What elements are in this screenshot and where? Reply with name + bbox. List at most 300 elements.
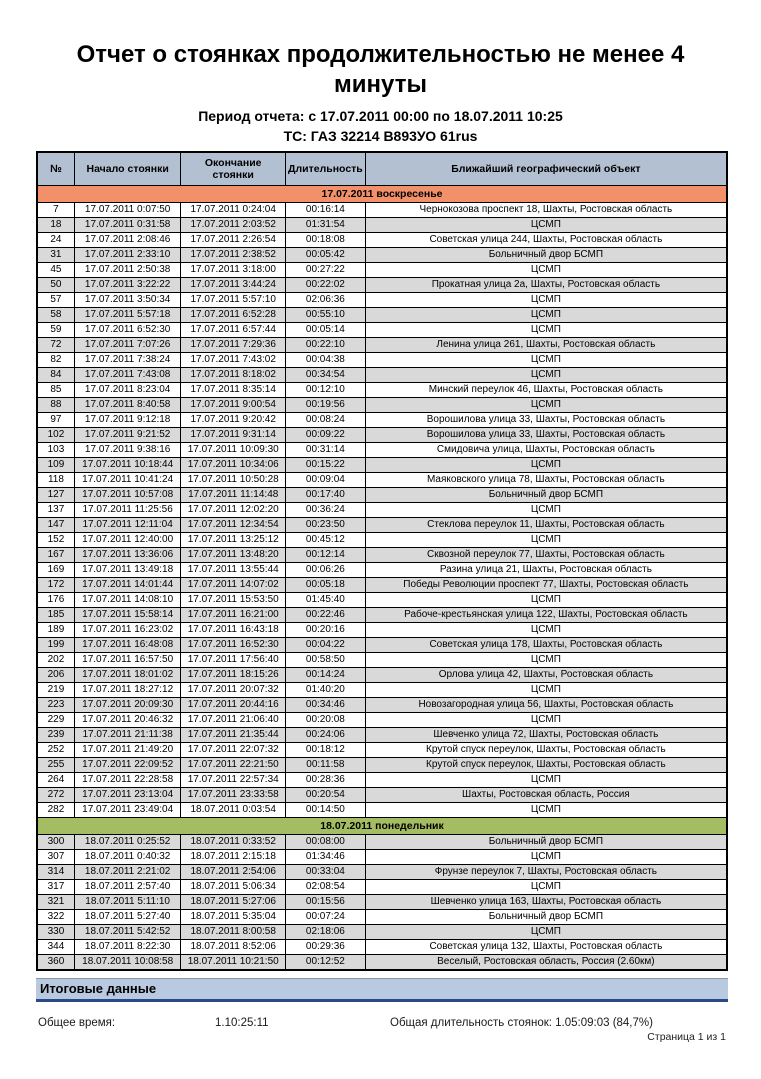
day-section-row	[37, 818, 727, 835]
cell: Ленина улица 261, Шахты, Ростовская область	[365, 338, 727, 353]
cell: 17.07.2011 6:52:30	[74, 323, 181, 338]
cell: 176	[37, 593, 74, 608]
cell: 00:04:22	[285, 638, 365, 653]
cell: 17.07.2011 16:43:18	[181, 623, 286, 638]
cell: 00:05:14	[285, 323, 365, 338]
cell: Орлова улица 42, Шахты, Ростовская область	[365, 668, 727, 683]
cell: 85	[37, 383, 74, 398]
cell: 17.07.2011 21:35:44	[181, 728, 286, 743]
cell: Победы Революции проспект 77, Шахты, Ростовская область	[365, 578, 727, 593]
column-header: Длительность	[285, 152, 365, 186]
cell: 02:18:06	[285, 925, 365, 940]
table-row	[37, 563, 727, 578]
table-row	[37, 263, 727, 278]
cell: 17.07.2011 8:35:14	[181, 383, 286, 398]
table-row	[37, 850, 727, 865]
cell: 00:15:22	[285, 458, 365, 473]
table-row	[37, 940, 727, 955]
cell: 18.07.2011 5:27:06	[181, 895, 286, 910]
table-header-row	[37, 152, 727, 186]
cell: 17.07.2011 7:29:36	[181, 338, 286, 353]
table-row	[37, 338, 727, 353]
cell: 00:18:08	[285, 233, 365, 248]
table-row	[37, 623, 727, 638]
cell: 17.07.2011 13:55:44	[181, 563, 286, 578]
cell: 17.07.2011 12:40:00	[74, 533, 181, 548]
cell: 185	[37, 608, 74, 623]
cell: 00:22:46	[285, 608, 365, 623]
cell: 255	[37, 758, 74, 773]
table-row	[37, 458, 727, 473]
cell: 00:16:14	[285, 203, 365, 218]
cell: ЦСМП	[365, 850, 727, 865]
cell: 00:33:04	[285, 865, 365, 880]
page-number: Страница 1 из 1	[647, 1031, 726, 1043]
table-row	[37, 353, 727, 368]
cell: 17.07.2011 10:41:24	[74, 473, 181, 488]
table-row	[37, 743, 727, 758]
cell: ЦСМП	[365, 880, 727, 895]
cell: 169	[37, 563, 74, 578]
cell: 152	[37, 533, 74, 548]
cell: Советская улица 244, Шахты, Ростовская область	[365, 233, 727, 248]
table-row	[37, 578, 727, 593]
cell: 17.07.2011 22:28:58	[74, 773, 181, 788]
cell: 17.07.2011 2:33:10	[74, 248, 181, 263]
cell: 17.07.2011 13:48:20	[181, 548, 286, 563]
cell: 17.07.2011 7:38:24	[74, 353, 181, 368]
cell: 31	[37, 248, 74, 263]
totals-line	[38, 1017, 761, 1029]
cell: 17.07.2011 3:50:34	[74, 293, 181, 308]
cell: ЦСМП	[365, 593, 727, 608]
cell: 17.07.2011 15:53:50	[181, 593, 286, 608]
cell: 18.07.2011 8:22:30	[74, 940, 181, 955]
cell: 18.07.2011 2:21:02	[74, 865, 181, 880]
cell: 17.07.2011 5:57:18	[74, 308, 181, 323]
cell: Стеклова переулок 11, Шахты, Ростовская область	[365, 518, 727, 533]
table-row	[37, 398, 727, 413]
cell: 97	[37, 413, 74, 428]
cell: 00:58:50	[285, 653, 365, 668]
cell: 17.07.2011 9:31:14	[181, 428, 286, 443]
cell: ЦСМП	[365, 308, 727, 323]
cell: 18.07.2011 5:42:52	[74, 925, 181, 940]
cell: 00:15:56	[285, 895, 365, 910]
cell: 17.07.2011 16:48:08	[74, 638, 181, 653]
cell: Ворошилова улица 33, Шахты, Ростовская область	[365, 413, 727, 428]
cell: 17.07.2011 21:11:38	[74, 728, 181, 743]
cell: ЦСМП	[365, 503, 727, 518]
cell: 00:08:00	[285, 835, 365, 850]
cell: 17.07.2011 12:02:20	[181, 503, 286, 518]
table-row	[37, 518, 727, 533]
cell: Маяковского улица 78, Шахты, Ростовская область	[365, 473, 727, 488]
cell: Больничный двор БСМП	[365, 835, 727, 850]
cell: 17.07.2011 2:08:46	[74, 233, 181, 248]
table-row	[37, 638, 727, 653]
cell: 307	[37, 850, 74, 865]
cell: 109	[37, 458, 74, 473]
cell: 252	[37, 743, 74, 758]
cell: 17.07.2011 21:06:40	[181, 713, 286, 728]
cell: 147	[37, 518, 74, 533]
cell: 17.07.2011 18:15:26	[181, 668, 286, 683]
table-row	[37, 593, 727, 608]
cell: 17.07.2011 9:20:42	[181, 413, 286, 428]
table-row	[37, 683, 727, 698]
cell: Рабоче-крестьянская улица 122, Шахты, Ростовская область	[365, 608, 727, 623]
cell: Ворошилова улица 33, Шахты, Ростовская область	[365, 428, 727, 443]
cell: Сквозной переулок 77, Шахты, Ростовская область	[365, 548, 727, 563]
cell: 103	[37, 443, 74, 458]
cell: ЦСМП	[365, 293, 727, 308]
cell: 00:09:04	[285, 473, 365, 488]
cell: 00:22:02	[285, 278, 365, 293]
table-row	[37, 803, 727, 818]
cell: 00:22:10	[285, 338, 365, 353]
cell: 01:34:46	[285, 850, 365, 865]
cell: ЦСМП	[365, 263, 727, 278]
cell: 17.07.2011 6:52:28	[181, 308, 286, 323]
cell: 18.07.2011 0:40:32	[74, 850, 181, 865]
cell: 17.07.2011 8:40:58	[74, 398, 181, 413]
cell: 202	[37, 653, 74, 668]
cell: 17.07.2011 2:03:52	[181, 218, 286, 233]
table-row	[37, 835, 727, 850]
cell: ЦСМП	[365, 323, 727, 338]
cell: 50	[37, 278, 74, 293]
cell: 17.07.2011 7:43:02	[181, 353, 286, 368]
cell: 17.07.2011 9:21:52	[74, 428, 181, 443]
cell: 17.07.2011 23:49:04	[74, 803, 181, 818]
table-row	[37, 413, 727, 428]
cell: 17.07.2011 6:57:44	[181, 323, 286, 338]
cell: Смидовича улица, Шахты, Ростовская область	[365, 443, 727, 458]
cell: 264	[37, 773, 74, 788]
cell: 17.07.2011 23:33:58	[181, 788, 286, 803]
cell: 17.07.2011 9:00:54	[181, 398, 286, 413]
cell: 59	[37, 323, 74, 338]
table-row	[37, 533, 727, 548]
cell: 223	[37, 698, 74, 713]
cell: 45	[37, 263, 74, 278]
cell: Больничный двор БСМП	[365, 910, 727, 925]
cell: 00:08:24	[285, 413, 365, 428]
cell: 17.07.2011 7:43:08	[74, 368, 181, 383]
cell: 00:45:12	[285, 533, 365, 548]
cell: 360	[37, 955, 74, 971]
table-row	[37, 895, 727, 910]
table-row	[37, 728, 727, 743]
cell: 17.07.2011 9:38:16	[74, 443, 181, 458]
cell: 18.07.2011 5:27:40	[74, 910, 181, 925]
cell: 300	[37, 835, 74, 850]
cell: 17.07.2011 20:44:16	[181, 698, 286, 713]
cell: 17.07.2011 7:07:26	[74, 338, 181, 353]
cell: 17.07.2011 10:57:08	[74, 488, 181, 503]
cell: Шахты, Ростовская область, Россия	[365, 788, 727, 803]
cell: 282	[37, 803, 74, 818]
stops-table	[36, 151, 728, 971]
cell: 00:20:08	[285, 713, 365, 728]
cell: 01:45:40	[285, 593, 365, 608]
table-row	[37, 925, 727, 940]
cell: 199	[37, 638, 74, 653]
cell: 17.07.2011 3:44:24	[181, 278, 286, 293]
cell: 24	[37, 233, 74, 248]
cell: Крутой спуск переулок, Шахты, Ростовская область	[365, 743, 727, 758]
table-row	[37, 323, 727, 338]
cell: 18.07.2011 5:11:10	[74, 895, 181, 910]
table-row	[37, 758, 727, 773]
cell: 01:31:54	[285, 218, 365, 233]
cell: 17.07.2011 20:09:30	[74, 698, 181, 713]
cell: Минский переулок 46, Шахты, Ростовская область	[365, 383, 727, 398]
cell: 00:24:06	[285, 728, 365, 743]
cell: ЦСМП	[365, 773, 727, 788]
table-row	[37, 443, 727, 458]
cell: 72	[37, 338, 74, 353]
cell: 317	[37, 880, 74, 895]
table-row	[37, 278, 727, 293]
cell: Больничный двор БСМП	[365, 488, 727, 503]
cell: 17.07.2011 22:07:32	[181, 743, 286, 758]
cell: 00:11:58	[285, 758, 365, 773]
cell: 18.07.2011 2:15:18	[181, 850, 286, 865]
cell: 00:23:50	[285, 518, 365, 533]
cell: 00:09:22	[285, 428, 365, 443]
cell: 57	[37, 293, 74, 308]
cell: Советская улица 132, Шахты, Ростовская область	[365, 940, 727, 955]
table-row	[37, 880, 727, 895]
cell: 127	[37, 488, 74, 503]
cell: Больничный двор БСМП	[365, 248, 727, 263]
cell: 00:28:36	[285, 773, 365, 788]
cell: 17.07.2011 10:50:28	[181, 473, 286, 488]
cell: 01:40:20	[285, 683, 365, 698]
cell: 17.07.2011 2:38:52	[181, 248, 286, 263]
cell: 00:05:18	[285, 578, 365, 593]
cell: 17.07.2011 9:12:18	[74, 413, 181, 428]
cell: 17.07.2011 16:57:50	[74, 653, 181, 668]
cell: 00:34:46	[285, 698, 365, 713]
cell: 18.07.2011 5:06:34	[181, 880, 286, 895]
cell: Советская улица 178, Шахты, Ростовская область	[365, 638, 727, 653]
cell: 17.07.2011 20:46:32	[74, 713, 181, 728]
day-section-label: 17.07.2011 воскресенье	[37, 186, 727, 203]
cell: ЦСМП	[365, 683, 727, 698]
cell: 00:14:24	[285, 668, 365, 683]
cell: 58	[37, 308, 74, 323]
cell: ЦСМП	[365, 398, 727, 413]
cell: 17.07.2011 16:21:00	[181, 608, 286, 623]
cell: 17.07.2011 12:11:04	[74, 518, 181, 533]
cell: 18.07.2011 10:08:58	[74, 955, 181, 971]
cell: 102	[37, 428, 74, 443]
cell: 17.07.2011 0:31:58	[74, 218, 181, 233]
table-row	[37, 910, 727, 925]
cell: Чернокозова проспект 18, Шахты, Ростовская область	[365, 203, 727, 218]
cell: 00:34:54	[285, 368, 365, 383]
cell: 272	[37, 788, 74, 803]
cell: 17.07.2011 10:09:30	[181, 443, 286, 458]
column-header: Начало стоянки	[74, 152, 181, 186]
cell: 88	[37, 398, 74, 413]
report-vehicle: ТС: ГАЗ 32214 В893УО 61rus	[283, 128, 478, 144]
table-row	[37, 668, 727, 683]
table-row	[37, 773, 727, 788]
cell: 17.07.2011 2:26:54	[181, 233, 286, 248]
cell: 18.07.2011 10:21:50	[181, 955, 286, 971]
table-row	[37, 203, 727, 218]
cell: 00:29:36	[285, 940, 365, 955]
column-header: Ближайший географический объект	[365, 152, 727, 186]
cell: Новозагородная улица 56, Шахты, Ростовская область	[365, 698, 727, 713]
cell: 00:12:10	[285, 383, 365, 398]
cell: 18	[37, 218, 74, 233]
table-row	[37, 368, 727, 383]
cell: 17.07.2011 11:25:56	[74, 503, 181, 518]
cell: 172	[37, 578, 74, 593]
cell: ЦСМП	[365, 623, 727, 638]
cell: 17.07.2011 17:56:40	[181, 653, 286, 668]
cell: ЦСМП	[365, 368, 727, 383]
cell: 17.07.2011 16:23:02	[74, 623, 181, 638]
table-row	[37, 653, 727, 668]
table-row	[37, 488, 727, 503]
cell: 18.07.2011 2:57:40	[74, 880, 181, 895]
cell: 322	[37, 910, 74, 925]
cell: 17.07.2011 14:01:44	[74, 578, 181, 593]
cell: ЦСМП	[365, 713, 727, 728]
total-time-value: 1.10:25:11	[215, 1017, 269, 1029]
cell: 00:55:10	[285, 308, 365, 323]
cell: Шевченко улица 72, Шахты, Ростовская область	[365, 728, 727, 743]
cell: 167	[37, 548, 74, 563]
cell: 00:05:42	[285, 248, 365, 263]
cell: 18.07.2011 2:54:06	[181, 865, 286, 880]
cell: 17.07.2011 10:34:06	[181, 458, 286, 473]
cell: 17.07.2011 23:13:04	[74, 788, 181, 803]
cell: 00:36:24	[285, 503, 365, 518]
cell: Веселый, Ростовская область, Россия (2.60км)	[365, 955, 727, 971]
cell: 18.07.2011 0:03:54	[181, 803, 286, 818]
cell: ЦСМП	[365, 353, 727, 368]
cell: 00:18:12	[285, 743, 365, 758]
cell: 17.07.2011 8:23:04	[74, 383, 181, 398]
table-row	[37, 713, 727, 728]
cell: 17.07.2011 13:49:18	[74, 563, 181, 578]
cell: 17.07.2011 22:21:50	[181, 758, 286, 773]
table-row	[37, 788, 727, 803]
cell: 00:20:54	[285, 788, 365, 803]
column-header: Окончание стоянки	[181, 152, 286, 186]
cell: 00:04:38	[285, 353, 365, 368]
cell: 17.07.2011 14:07:02	[181, 578, 286, 593]
table-row	[37, 503, 727, 518]
cell: 17.07.2011 10:18:44	[74, 458, 181, 473]
column-header: №	[37, 152, 74, 186]
cell: 17.07.2011 22:09:52	[74, 758, 181, 773]
cell: 17.07.2011 13:25:12	[181, 533, 286, 548]
cell: ЦСМП	[365, 458, 727, 473]
cell: 00:19:56	[285, 398, 365, 413]
page-title: Отчет о стоянках продолжительностью не менее 4 минуты	[76, 41, 685, 98]
table-row	[37, 218, 727, 233]
cell: 00:07:24	[285, 910, 365, 925]
cell: 84	[37, 368, 74, 383]
table-row	[37, 548, 727, 563]
cell: 00:12:14	[285, 548, 365, 563]
table-row	[37, 608, 727, 623]
cell: 17.07.2011 0:24:04	[181, 203, 286, 218]
cell: 330	[37, 925, 74, 940]
cell: Разина улица 21, Шахты, Ростовская область	[365, 563, 727, 578]
cell: Крутой спуск переулок, Шахты, Ростовская область	[365, 758, 727, 773]
cell: 344	[37, 940, 74, 955]
cell: 02:06:36	[285, 293, 365, 308]
cell: 7	[37, 203, 74, 218]
cell: 17.07.2011 22:57:34	[181, 773, 286, 788]
cell: 17.07.2011 3:22:22	[74, 278, 181, 293]
cell: Фрунзе переулок 7, Шахты, Ростовская область	[365, 865, 727, 880]
cell: 00:12:52	[285, 955, 365, 971]
cell: 00:31:14	[285, 443, 365, 458]
total-time-label: Общее время:	[38, 1017, 116, 1029]
day-section-label: 18.07.2011 понедельник	[37, 818, 727, 835]
cell: 239	[37, 728, 74, 743]
cell: 00:27:22	[285, 263, 365, 278]
cell: 17.07.2011 14:08:10	[74, 593, 181, 608]
cell: 18.07.2011 5:35:04	[181, 910, 286, 925]
cell: 17.07.2011 20:07:32	[181, 683, 286, 698]
cell: 17.07.2011 5:57:10	[181, 293, 286, 308]
table-row	[37, 698, 727, 713]
cell: 18.07.2011 0:25:52	[74, 835, 181, 850]
cell: 189	[37, 623, 74, 638]
cell: 18.07.2011 8:00:58	[181, 925, 286, 940]
cell: 206	[37, 668, 74, 683]
cell: 02:08:54	[285, 880, 365, 895]
day-section-row	[37, 186, 727, 203]
table-row	[37, 233, 727, 248]
cell: 17.07.2011 16:52:30	[181, 638, 286, 653]
cell: 82	[37, 353, 74, 368]
cell: 00:06:26	[285, 563, 365, 578]
table-row	[37, 955, 727, 971]
cell: Шевченко улица 163, Шахты, Ростовская область	[365, 895, 727, 910]
cell: 17.07.2011 3:18:00	[181, 263, 286, 278]
cell: ЦСМП	[365, 218, 727, 233]
table-row	[37, 383, 727, 398]
cell: 18.07.2011 0:33:52	[181, 835, 286, 850]
cell: 17.07.2011 8:18:02	[181, 368, 286, 383]
table-row	[37, 865, 727, 880]
table-row	[37, 293, 727, 308]
cell: 229	[37, 713, 74, 728]
cell: 17.07.2011 0:07:50	[74, 203, 181, 218]
cell: 00:14:50	[285, 803, 365, 818]
cell: 18.07.2011 8:52:06	[181, 940, 286, 955]
cell: 17.07.2011 18:27:12	[74, 683, 181, 698]
report-period: Период отчета: с 17.07.2011 00:00 по 18.07.2011 10:25	[198, 108, 563, 124]
cell: 118	[37, 473, 74, 488]
cell: 137	[37, 503, 74, 518]
cell: ЦСМП	[365, 925, 727, 940]
cell: ЦСМП	[365, 803, 727, 818]
cell: 17.07.2011 11:14:48	[181, 488, 286, 503]
